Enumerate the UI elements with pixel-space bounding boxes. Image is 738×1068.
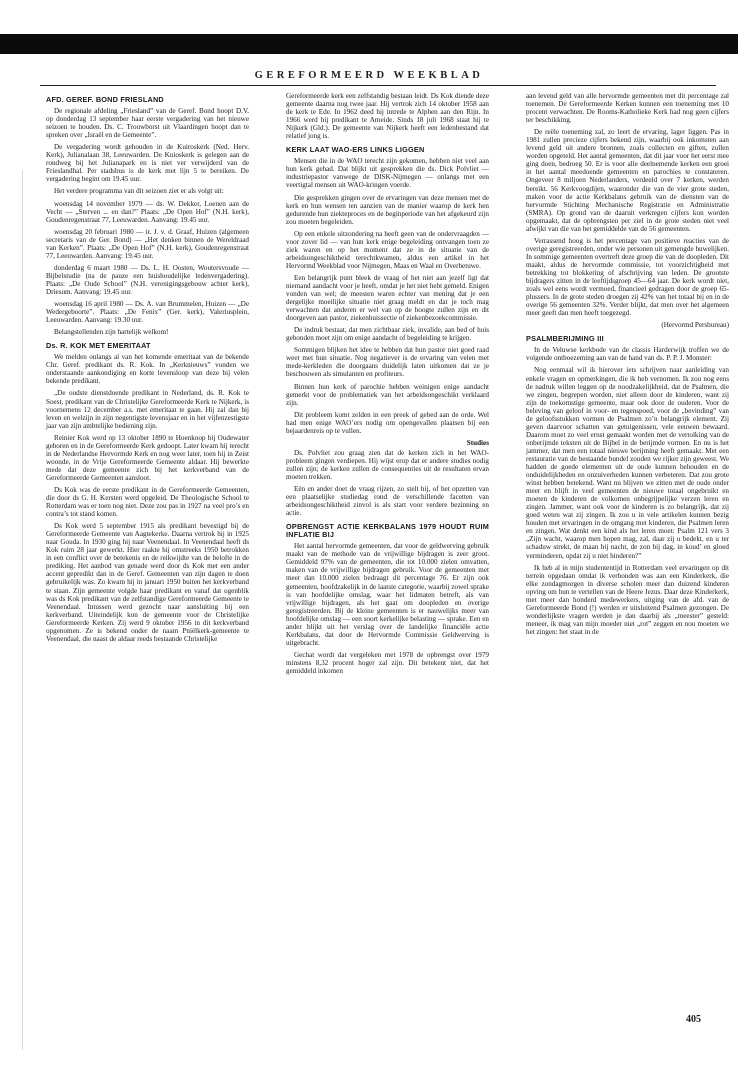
- paragraph: Binnen hun kerk of parochie hebben weinigen enige aandacht gemerkt voor de problematiek van het arbeidsongeschikt verklaard zijn.: [286, 382, 489, 407]
- paragraph: aan levend geld van alle hervormde gemeenten met dit percentage zal toenemen. De Gereformeerde Kerken kunnen een toeneming met 10 procent verwachten. De Rooms-Katholieke Kerk had nog geen cijfers ter beschikking.: [526, 92, 729, 125]
- paragraph: Het aantal hervormde gemeenten, dat voor de geldwerving gebruik maakt van de methode van de vrijwillige bijdragen is zeer groot. Gemiddeld 97% van de gemeenten, die tot 10.000 zielen omvatten, maken van de vrijwillige bijdragen gebruik. Voor de gemeenten met meer dan 10.000 zielen bedraagt dit percentage 76. Er zijn ook gemeenten, hoofdzakelijk in de laatste categorie, waarbij zowel sprake is van hoofdelijke omslag, waar het lidmaten betreft, als van vrijwillige bijdragen, als het gaat om doopleden en overige geregistreerden. Bij de kleine gemeenten is er nauwelijks meer van hoofdelijke omslag — een soort kerkelijke belasting — sprake. Een en ander blijkt uit het verslag over de landelijke financiële actie Kerkbalans, dat door de Hervormde Commissie Geldwerving is uitgebracht.: [286, 542, 489, 647]
- paragraph: De regionale afdeling „Friesland” van de Geref. Bond hoopt D.V. op donderdag 13 september haar eerste vergadering van het nieuwe seizoen te houden. Ds. C. Trouwborst uit Vlaardingen hoopt dan te spreken over „Israël en de Gemeente”.: [46, 107, 249, 140]
- paragraph: In de Veluwse kerkbode van de classis Harderwijk troffen we de volgende ontboezeming aan van de hand van ds. P. P. J. Monster:: [526, 346, 729, 363]
- page-number: 405: [686, 1014, 701, 1025]
- event-entry: woensdag 20 februari 1980 — ir. J. v. d. Graaf, Huizen (algemeen secretaris van de Ger. Bond) — „Het denken binnen de Wereldraad van Kerken”. Plaats: „De Open Hof” (N.H. kerk), Goudenregenstraat 77, Leeuwarden. Aanvang: 19.45 uur.: [46, 227, 249, 260]
- header-rule: [40, 85, 716, 86]
- paragraph: De indruk bestaat, dat men zichtbaar ziek, invalide, aan bed of huis gebonden moet zijn om enige aandacht of begeleiding te krijgen.: [286, 326, 489, 343]
- paragraph: Ds. Polvliet zou graag zien dat de kerken zich in het WAO-probleem gingen verdiepen. Hij wijst erop dat er andere studies nodig zullen zijn; de kerken zullen de consequenties uit de resultaten ervan moeten trekken.: [286, 448, 489, 481]
- source-credit: (Hervormd Persbureau): [661, 321, 729, 330]
- event-entry: woensdag 16 april 1980 — Ds. A. van Brummelen, Huizen — „De Wedergeboorte”. Plaats: „De Fenix” (Ger. kerk), Valeriusplein, Leeuwarden. Aanvang: 19.30 uur.: [46, 300, 249, 325]
- article-heading: OPBRENGST ACTIE KERKBALANS 1979 HOUDT RUIM INFLATIE BIJ: [286, 522, 489, 540]
- paragraph: Gereformeerde kerk een zelfstandig bestaan leidt. Ds Kok diende deze gemeente daarna nog twee jaar. Hij vertrok zich 14 oktober 1958 aan de kerk te Ede. In 1962 deed hij intrede te Alphen aan den Rijn. In 1966 werd hij predikant te Ameide. Sinds 18 juli 1968 staat hij te Nijkerk (Gld.). De gemeente van Nijkerk heeft een ledenbestand dat relatief jong is.: [286, 92, 489, 141]
- paragraph: Ds Kok werd 5 september 1915 als predikant bevestigd bij de Gereformeerde Gemeente van Aagtekerke. Daarna vertrok hij in 1925 naar Gouda. In 1930 ging hij naar Veenendaal. In Veenendaal heeft ds Kok ruim 28 jaar gewerkt. Hier raakte hij omstreeks 1950 betrokken in een conflict over de betekenis en de reikwijdte van de belofte in de prediking. Het aanbod van genade werd door ds Kok met een ander accent gepredikt dan in de Geref. Gemeenten van zijn dagen te doen gebruikelijk was. Zo kwam hij in januari 1950 buiten het kerkverband te staan. Zijn gemeente volgde haar predikant en vanaf dat ogenblik was ds Kok predikant van de zelfstandige Gereformeerde Gemeente te Veenendaal. Intussen werd gezocht naar aansluiting bij een kerkverband. Uiteindelijk kon de gemeente voor de Christelijke Gereformeerde Kerken. Zij werd 9 oktober 1956 in dit kerkverband opgenomen. Ze is bekend onder de naam Pniëlkerk-gemeente te Veenendaal, die naast de aldaar reeds bestaande Christelijke: [46, 522, 249, 643]
- paragraph: Verrassend hoog is het percentage van positieve reacties van de overige geregistreerden, onder wie personen uit gemengde huwelijken. In sommige gemeenten overtreft deze groep die van de doopleden. Dit maakt, aldus de hervormde commissie, tot voorzichtigheid met betrekking tot blokkering of afschrijving van leden. De grootste bijdragers zitten in de leeftijdsgroep 45—64 jaar. De kerk wordt niet, zoals wel eens wordt vermoed, financieel gedragen door de groep 65-plussers. In de grote steden droegen zij 42% van het totaal bij en in de overige 56 gemeenten 32%. Verder blijkt, dat men over het algemeen meer geeft dan men heeft toegezegd.: [526, 236, 729, 318]
- paragraph: Het verdere programma van dit seizoen ziet er als volgt uit:: [54, 187, 224, 196]
- article-heading: AFD. GEREF. BOND FRIESLAND: [46, 95, 164, 104]
- paragraph: Ik heb al in mijn studententijd in Rotterdam veel ervaringen op dit terrein opgedaan omdat ik verbonden was aan een Kinderkerk, die elke zondagmorgen in diverse scholen meer dan duizend kinderen opving om hun te vertellen van de Heere Jezus. Daar deze Kinderkerk, met meer dan honderd medewerkers, uitging van de afd. van de Gereformeerde Bond (!) werden er uitsluitend Psalmen gezongen. De wonderlijkste vragen werden je dan daarbij als „meester” gesteld: meneer, ik mag van mijn moeder niet „rot” zeggen en nou moeten we het zingen: het staat in de: [526, 563, 729, 636]
- subheading: Studies: [466, 438, 489, 447]
- article-heading: KERK LAAT WAO-ERS LINKS LIGGEN: [286, 145, 425, 155]
- paragraph: „De oudste dienstdoende predikant in Nederland, ds. R. Kok te Soest, predikant van de Christelijke Gereformeerde Kerk te Nijkerk, is voornemens 12 december a.s. met emeritaat te gaan. Hij zal dan bij leven en welzijn in zijn negentigste levensjaar en in het vijfenzestigste jaar van zijn ambtelijke bediening zijn.: [46, 389, 249, 430]
- event-entry: woensdag 14 november 1979 — ds. W. Dekker, Loenen aan de Vecht — „Sterven ... en dan?” Plaats: „De Open Hof” (N.H. kerk), Goudenregenstraat 77, Leeuwarden. Aanvang: 19.45 uur.: [46, 199, 249, 224]
- event-entry: donderdag 6 maart 1980 — Ds. L. H. Oosten, Woutersvoude — Bijbelstudie (na de pauze een huishoudelijke ledenvergadering). Plaats: „De Oude School” (N.H. verenigingsgebouw achter kerk), Driesum. Aanvang: 19.45 uur.: [46, 263, 249, 296]
- paragraph: Sommigen blijken het idee te hebben dat hun pastor niet goed raad weet met hun situatie. Nog negatiever is de ervaring van velen met mede-kerkleden die doorgaans duidelijk laten uitkomen dat ze je beschouwen als simulanten en profiteurs.: [286, 346, 489, 379]
- paragraph: Belangstellenden zijn hartelijk welkom!: [54, 328, 169, 337]
- paragraph: De reële toeneming zal, zo leert de ervaring, lager liggen. Pas in 1981 zullen precieze cijfers bekend zijn, waarbij ook inkomsten aan levend geld uit andere bronnen, zoals collecten en giften, zullen worden opgeteld. Het aantal gemeenten, dat dit jaar voor het eerst mee ging doen, bedroeg 50. Er is voor alle deelnemende kerken een groei in het aantal meedoende gemeenten en parochies te constateren. Ongeveer 8 miljoen Nederlanders, verdeeld over 7 kerken, werden bereikt. 56 Kerkvoogdijen, waaronder die van de vier grote steden, maken voor de actie Kerkbalans gebruik van de diensten van de hervormde Stichting Mechanische Registratie en Administratie (SMRA). Op grond van de daaruit verkregen cijfers kon worden opgemaakt, dat de opbrengsten per ziel in de grote steden niet veel afwijkt van die van het gemiddelde van de 56 gemeenten.: [526, 128, 729, 233]
- article-heading: PSALMBERIJMING III: [526, 334, 604, 344]
- paragraph: Op een enkele uitzondering na heeft geen van de ondervraagden — voor zover lid — van hun kerk enige begeleiding ontvangen toen ze ziek waren en op het moment dat ze in de situatie van de arbeidsongeschiktheid terechtkwamen, aldus een artikel in het Hervormd Weekblad voor Nijmegen, Maas en Waal en Overbetuwe.: [286, 229, 489, 270]
- paragraph: Gechat wordt dat vergeleken met 1978 de opbrengst over 1979 minstens 8,32 procent hoger zal zijn. Dit betekent niet, dat het gemiddeld inkomen: [286, 650, 489, 675]
- top-black-bar: [0, 34, 738, 54]
- column-1: [46, 92, 249, 647]
- paragraph: Dit probleem komt zelden in een preek of gebed aan de orde. Wel had men enige WAO’ers nodig om opengevallen plaatsen bij een bejaardenreis op te vullen.: [286, 410, 489, 435]
- column-3: [526, 92, 729, 640]
- paragraph: Die gesprekken gingen over de ervaringen van deze mensen met de kerk en hun wensen ten aanzien van de manier waarop de kerk hen gedurende hun ziekteproces en de beginperiode van het afgekeurd zijn zou moeten begeleiden.: [286, 193, 489, 226]
- paragraph: De vergadering wordt gehouden in de Kuiroskerk (Ned. Herv. Kerk), Julianalaan 38, Leeuwarden. De Kuioskerk is gelegen aan de rondweg bij het Julianapark en is niet ver verwijderd van de Frieslandhal. Per stadsbus is de kerk met lijn 5 te bereiken. De vergadering begint om 19.45 uur.: [46, 143, 249, 184]
- paragraph: Mensen die in de WAO terecht zijn gekomen, hebben niet veel aan hun kerk gehad. Dat blijkt uit gesprekken die ds. Dick Polvliet — industriepastor vanwege de DISK-Nijmegen — onlangs met een veertigtal mensen uit WAO-kringen voerde.: [286, 157, 489, 190]
- paragraph: Nog eenmaal wil ik hierover iets schrijven naar aanleiding van enkele vragen en opmerkingen, die ik heb vernomen. Ik zou nog eens de nadruk willen leggen op de noodzakelijkheid, dat de Psalmen, die we zingen, begrepen worden, niet alleen door de kinderen, want zij zijn de toekomstige gemeente, maar ook door de ouderen. Voor de beleving van geloof in voor- en tegenspoed, voor de „bevinding” van de geloofsstukken vormen de Psalmen zo’n belangrijk element. Zij geven daarvoor schatten van getuigenissen, vele eeuwen bewaard. Daarom moet zo veel ernst gemaakt worden met de vertolking van de onberijmde teksten uit de Bijbel in de berijmde vormen. En nu is het jammer, dat men een totaal nieuwe berijming heeft gemaakt. Met een restauratie van de bestaande bundel zouden we rijker zijn geweest. We hadden de goede elementen uit de oude kunnen behouden en de onduidelijkheden en onzuiverheden kunnen verbeteren. Dat zou grote winst hebben betekend. Want nu blijven we zitten met de oude onder meer en blijft in veel gemeenten de nieuwe totaal ongebruikt en moeten de kinderen de volkomen onbegrijpelijke verzen leren en zingen. Jammer, want ook voor de kinderen is zo belangrijk, dat zij goed weten wat zij zingen. Ik zou u in vele artikelen kunnen bezig houden met ervaringen in de omgang met kinderen, die Psalmen leren en zingen. Wat denkt een kind als het leren moet: Psalm 121 vers 3 „Zijn wacht, waarop men hopen mag, zal, daar zij u bedekt, en u ter schaduw strekt, de maan bij nacht, de zon bij dag, in koud’ en gloed verminderen, opdat zij u niet hinderen?”: [526, 366, 729, 560]
- column-2: [286, 92, 489, 679]
- paragraph: Reinier Kok werd op 13 oktober 1890 te Hoenkoop bij Oudewater geboren en in de Gereformeerde Kerk gedoopt. Later kwam hij terecht in de Nederlandse Hervormde Kerk en nog weer later, toen hij in Zeist woonde, in de Vrije Gereformeerde Gemeente aldaar. Hij bewerkte mede dat deze gemeente zich bij het kerkverband van de Gereformeerde Gemeenten aansloot.: [46, 433, 249, 482]
- article-heading: Ds. R. KOK MET EMERITAAT: [46, 341, 151, 351]
- paragraph: Eén en ander doet de vraag rijzen, zo stelt hij, of het opzetten van een plaatselijke studiedag rond de verschillende facetten van arbeidsongeschiktheid zinvol is als start voor verdere bezinning en actie.: [286, 485, 489, 518]
- paragraph: Ds Kok was de eerste predikant in de Gereformeerde Gemeenten, die door ds G. H. Kersten werd opgeleid. De Theologische School te Rotterdam was er toen nog niet. Deze zou pas in 1927 na veel pro’s en contra’s tot stand komen.: [46, 485, 249, 519]
- paragraph: We melden onlangs al van het komende emeritaat van de bekende Chr. Geref. predikant ds. R. Kok. In „Kerknieuws” vonden we onderstaande aankondiging en korte levensloop van deze bij velen bekende predikant.: [46, 353, 249, 386]
- paragraph: Een belangrijk punt bleek de vraag of het niet aan jezelf ligt dat niemand aandacht voor je heeft, omdat je het niet hebt gemeld. Enigen vonden van wel; de meesten waren echter van mening dat je een dergelijke moeilijke situatie niet graag meldt en dat je toch mag verwachten dat anderen er wel van op de hoogte zullen zijn en dit doorgeven aan pastor, ziekenhuissectie of ziekenbezoekcommissie.: [286, 273, 489, 323]
- page-header: GEREFORMEERD WEEKBLAD: [254, 70, 484, 81]
- binding-edge: [22, 170, 23, 1050]
